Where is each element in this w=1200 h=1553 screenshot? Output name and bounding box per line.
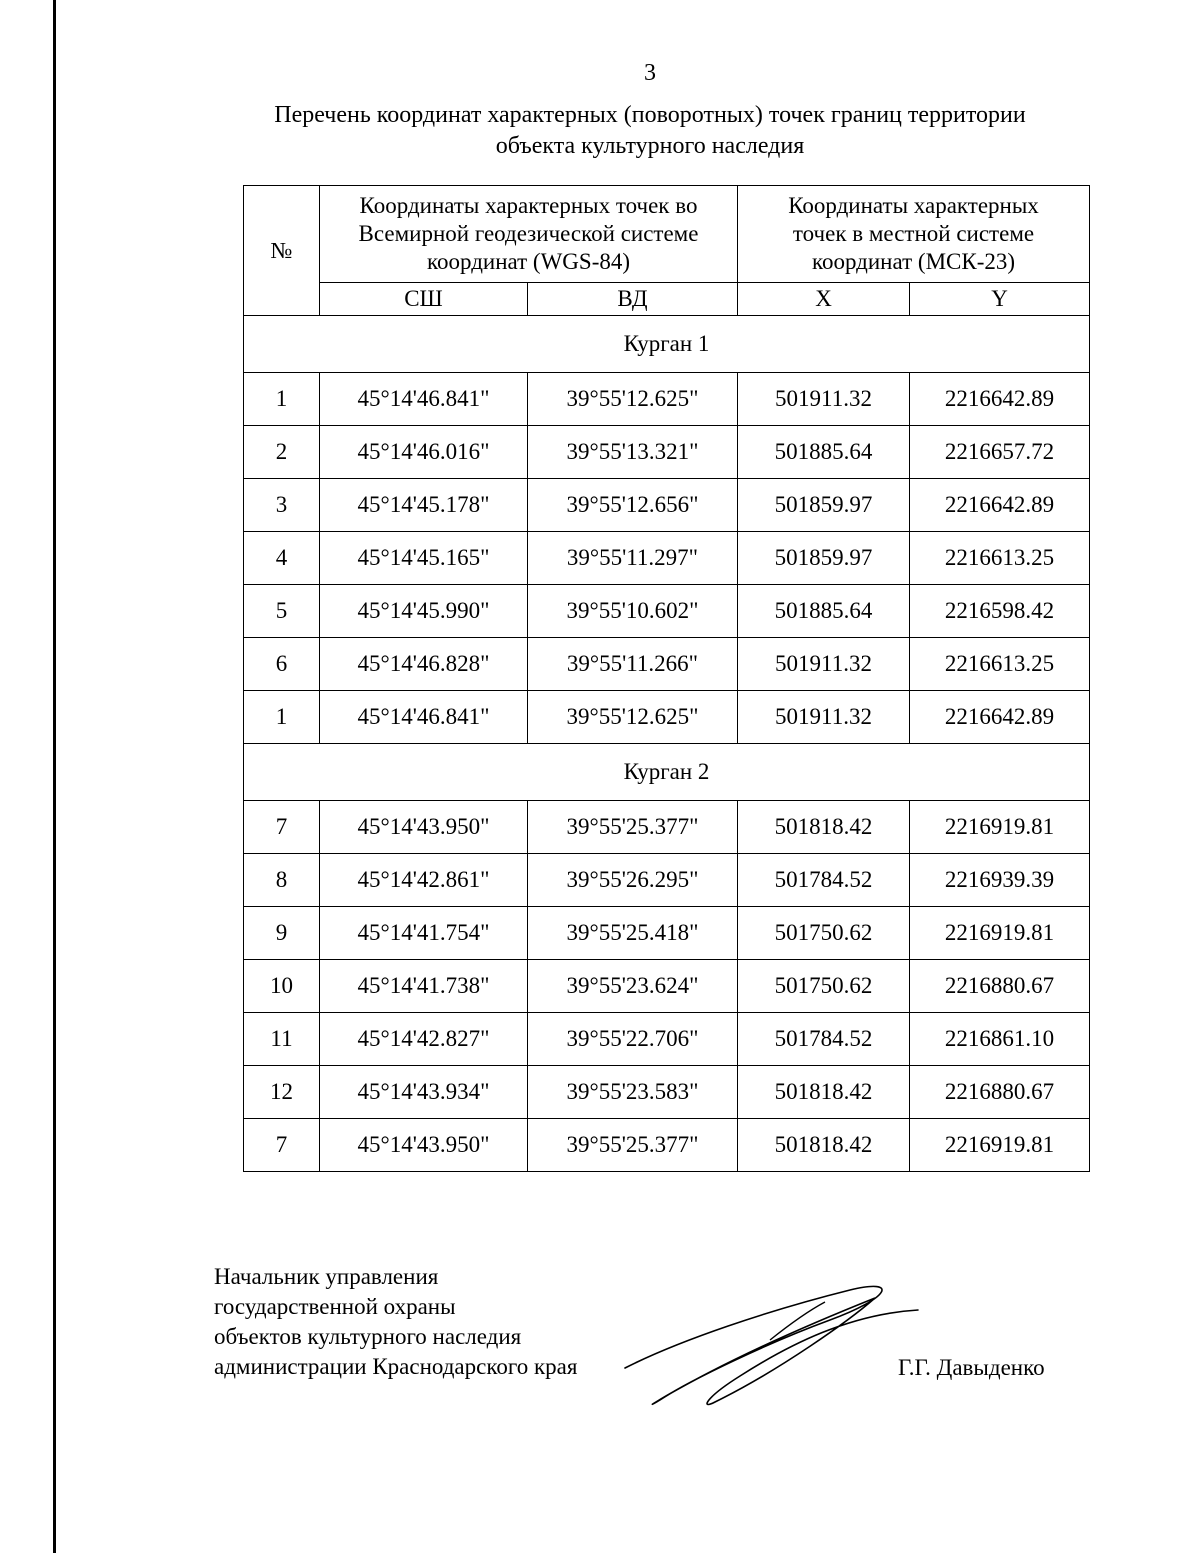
- cell-x: 501911.32: [738, 638, 910, 691]
- cell-point-number: 3: [244, 479, 320, 532]
- cell-latitude: 45°14'41.738": [320, 960, 528, 1013]
- document-title: [200, 100, 1100, 162]
- subheader-x: X: [738, 283, 910, 316]
- cell-y: 2216642.89: [910, 373, 1090, 426]
- table-row: [244, 907, 1090, 960]
- cell-longitude: 39°55'25.418": [528, 907, 738, 960]
- cell-point-number: 6: [244, 638, 320, 691]
- table-row: [244, 1066, 1090, 1119]
- header-msk23-line-3: координат (МСК-23): [811, 249, 1016, 274]
- handwritten-signature-icon: [620, 1280, 920, 1410]
- cell-latitude: 45°14'46.016": [320, 426, 528, 479]
- section-row: [244, 744, 1090, 801]
- cell-x: 501859.97: [738, 532, 910, 585]
- cell-point-number: 2: [244, 426, 320, 479]
- cell-latitude: 45°14'43.950": [320, 1119, 528, 1172]
- table-header-row: [244, 186, 1090, 283]
- cell-y: 2216613.25: [910, 638, 1090, 691]
- header-wgs84-line-1: Координаты характерных точек во: [359, 193, 698, 218]
- cell-x: 501750.62: [738, 960, 910, 1013]
- cell-latitude: 45°14'46.841": [320, 373, 528, 426]
- cell-point-number: 5: [244, 585, 320, 638]
- cell-longitude: 39°55'12.656": [528, 479, 738, 532]
- table-row: [244, 854, 1090, 907]
- cell-latitude: 45°14'41.754": [320, 907, 528, 960]
- header-msk23-line-1: Координаты характерных: [788, 193, 1039, 218]
- cell-latitude: 45°14'46.841": [320, 691, 528, 744]
- table-row: [244, 532, 1090, 585]
- cell-x: 501750.62: [738, 907, 910, 960]
- cell-longitude: 39°55'10.602": [528, 585, 738, 638]
- cell-x: 501818.42: [738, 1119, 910, 1172]
- section-title: Курган 2: [244, 744, 1090, 801]
- cell-point-number: 8: [244, 854, 320, 907]
- table-row: [244, 585, 1090, 638]
- cell-latitude: 45°14'42.827": [320, 1013, 528, 1066]
- header-wgs84: [320, 186, 738, 283]
- cell-point-number: 7: [244, 801, 320, 854]
- cell-point-number: 4: [244, 532, 320, 585]
- cell-point-number: 12: [244, 1066, 320, 1119]
- cell-point-number: 1: [244, 373, 320, 426]
- section-row: [244, 316, 1090, 373]
- cell-longitude: 39°55'12.625": [528, 691, 738, 744]
- table-row: [244, 801, 1090, 854]
- cell-longitude: 39°55'23.583": [528, 1066, 738, 1119]
- cell-longitude: 39°55'12.625": [528, 373, 738, 426]
- title-line-1: Перечень координат характерных (поворотных) точек границ территории: [274, 102, 1026, 128]
- cell-longitude: 39°55'22.706": [528, 1013, 738, 1066]
- cell-x: 501859.97: [738, 479, 910, 532]
- cell-x: 501911.32: [738, 373, 910, 426]
- subheader-lat: СШ: [320, 283, 528, 316]
- cell-x: 501911.32: [738, 691, 910, 744]
- signatory-name: Г.Г. Давыденко: [898, 1355, 1045, 1380]
- cell-y: 2216598.42: [910, 585, 1090, 638]
- cell-x: 501784.52: [738, 854, 910, 907]
- signature-line-3: объектов культурного наследия: [214, 1324, 522, 1349]
- cell-longitude: 39°55'11.266": [528, 638, 738, 691]
- cell-y: 2216642.89: [910, 479, 1090, 532]
- header-msk23: [738, 186, 1090, 283]
- table-row: [244, 426, 1090, 479]
- cell-y: 2216642.89: [910, 691, 1090, 744]
- cell-y: 2216919.81: [910, 801, 1090, 854]
- cell-point-number: 10: [244, 960, 320, 1013]
- table-row: [244, 638, 1090, 691]
- title-line-2: объекта культурного наследия: [495, 133, 805, 159]
- signature-position: [214, 1262, 577, 1382]
- subheader-lon: ВД: [528, 283, 738, 316]
- cell-point-number: 7: [244, 1119, 320, 1172]
- cell-latitude: 45°14'45.990": [320, 585, 528, 638]
- cell-latitude: 45°14'43.950": [320, 801, 528, 854]
- table-subheader-row: [244, 283, 1090, 316]
- section-title: Курган 1: [244, 316, 1090, 373]
- table-row: [244, 960, 1090, 1013]
- table-row: [244, 1119, 1090, 1172]
- cell-x: 501885.64: [738, 585, 910, 638]
- cell-latitude: 45°14'42.861": [320, 854, 528, 907]
- cell-y: 2216939.39: [910, 854, 1090, 907]
- cell-longitude: 39°55'13.321": [528, 426, 738, 479]
- signature-line-1: Начальник управления: [214, 1264, 439, 1289]
- cell-point-number: 1: [244, 691, 320, 744]
- table-row: [244, 373, 1090, 426]
- cell-longitude: 39°55'25.377": [528, 801, 738, 854]
- cell-y: 2216613.25: [910, 532, 1090, 585]
- cell-x: 501784.52: [738, 1013, 910, 1066]
- cell-y: 2216861.10: [910, 1013, 1090, 1066]
- coordinates-table: [243, 185, 1090, 1172]
- header-number: №: [244, 186, 320, 316]
- cell-point-number: 9: [244, 907, 320, 960]
- header-msk23-line-2: точек в местной системе: [792, 221, 1035, 246]
- cell-x: 501818.42: [738, 801, 910, 854]
- page-number: 3: [644, 60, 656, 86]
- cell-longitude: 39°55'25.377": [528, 1119, 738, 1172]
- cell-y: 2216880.67: [910, 1066, 1090, 1119]
- cell-point-number: 11: [244, 1013, 320, 1066]
- table-row: [244, 1013, 1090, 1066]
- cell-longitude: 39°55'26.295": [528, 854, 738, 907]
- cell-y: 2216919.81: [910, 1119, 1090, 1172]
- header-wgs84-line-3: координат (WGS-84): [426, 249, 631, 274]
- cell-y: 2216919.81: [910, 907, 1090, 960]
- header-wgs84-line-2: Всемирной геодезической системе: [358, 221, 699, 246]
- table-row: [244, 479, 1090, 532]
- cell-latitude: 45°14'45.165": [320, 532, 528, 585]
- cell-latitude: 45°14'46.828": [320, 638, 528, 691]
- table-row: [244, 691, 1090, 744]
- cell-x: 501818.42: [738, 1066, 910, 1119]
- cell-latitude: 45°14'45.178": [320, 479, 528, 532]
- cell-x: 501885.64: [738, 426, 910, 479]
- page-edge-line: [53, 0, 56, 1553]
- signature-line-4: администрации Краснодарского края: [214, 1354, 578, 1379]
- subheader-y: Y: [910, 283, 1090, 316]
- cell-y: 2216880.67: [910, 960, 1090, 1013]
- cell-y: 2216657.72: [910, 426, 1090, 479]
- signature-line-2: государственной охраны: [214, 1294, 456, 1319]
- cell-longitude: 39°55'23.624": [528, 960, 738, 1013]
- cell-longitude: 39°55'11.297": [528, 532, 738, 585]
- cell-latitude: 45°14'43.934": [320, 1066, 528, 1119]
